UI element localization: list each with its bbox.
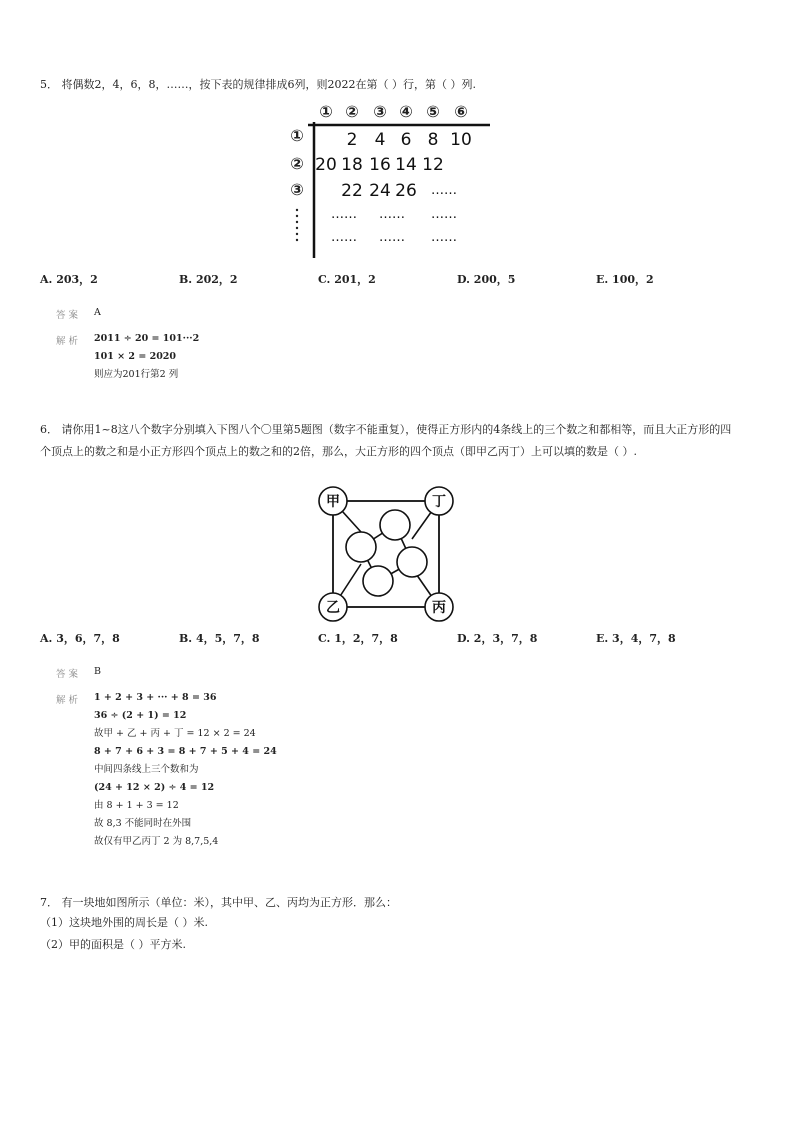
table-cell: …… bbox=[331, 207, 357, 222]
table-cell: …… bbox=[379, 230, 405, 245]
vertex-label-yi: 乙 bbox=[326, 600, 340, 616]
col-header: ③ bbox=[373, 102, 387, 121]
col-header: ⑥ bbox=[454, 102, 468, 121]
solution-line: 101 × 2 = 2020 bbox=[94, 351, 177, 362]
col-header: ⑤ bbox=[426, 102, 440, 121]
inner-circle bbox=[363, 566, 393, 596]
q6-solution-tag: 解析 bbox=[56, 695, 82, 706]
vertical-dots bbox=[296, 209, 298, 241]
q5-option-d[interactable]: D. 200，5 bbox=[457, 273, 516, 286]
q5-solution-tag: 解析 bbox=[56, 336, 82, 347]
q5-option-e[interactable]: E. 100，2 bbox=[596, 273, 654, 286]
q5-option-b[interactable]: B. 202，2 bbox=[179, 273, 238, 286]
vertex-label-ding: 丁 bbox=[432, 494, 446, 510]
q5-option-c[interactable]: C. 201，2 bbox=[318, 273, 376, 286]
table-cell: 16 bbox=[369, 155, 391, 175]
q7-sub2: （2）甲的面积是（ ）平方米. bbox=[40, 938, 186, 951]
table-cell: 14 bbox=[395, 155, 417, 175]
q6-option-b[interactable]: B. 4，5，7，8 bbox=[179, 632, 260, 645]
solution-line: 故 8,3 不能同时在外围 bbox=[94, 818, 192, 829]
solution-line: 1 + 2 + 3 + ··· + 8 = 36 bbox=[94, 692, 217, 703]
col-header: ① bbox=[319, 102, 333, 121]
table-cell: 12 bbox=[422, 155, 444, 175]
inner-circle bbox=[397, 547, 427, 577]
q5-answer-tag: 答案 bbox=[56, 310, 82, 321]
q6-answer-tag: 答案 bbox=[56, 669, 82, 680]
q6-square-figure bbox=[312, 484, 462, 624]
col-header: ④ bbox=[399, 102, 413, 121]
vertex-label-bing: 丙 bbox=[432, 600, 446, 616]
q5-answer: A bbox=[94, 307, 101, 318]
solution-line: 中间四条线上三个数和为 bbox=[94, 764, 199, 775]
q5-solution bbox=[94, 330, 199, 384]
inner-circle bbox=[346, 532, 376, 562]
table-cell: 20 bbox=[315, 155, 337, 175]
solution-line: 故仅有甲乙丙丁 2 为 8,7,5,4 bbox=[94, 836, 219, 847]
table-cell: 6 bbox=[400, 130, 412, 150]
col-header: ② bbox=[345, 102, 359, 121]
q5-option-a[interactable]: A. 203，2 bbox=[40, 273, 98, 286]
table-cell: …… bbox=[331, 230, 357, 245]
q5-text: 5． 将偶数2，4，6，8，……，按下表的规律排成6列，则2022在第（ ）行，第（ ）列. bbox=[40, 78, 476, 91]
solution-line: 8 + 7 + 6 + 3 = 8 + 7 + 5 + 4 = 24 bbox=[94, 746, 277, 757]
table-cell: 26 bbox=[395, 181, 417, 201]
table-cell: 22 bbox=[341, 181, 363, 201]
solution-line: (24 + 12 × 2) ÷ 4 = 12 bbox=[94, 782, 215, 793]
table-cell: 24 bbox=[369, 181, 391, 201]
q6-text: 6． 请你用1~8这八个数字分别填入下图八个〇里第5题图（数字不能重复），使得正方形内的4条线上的三个数之和都相等，而且大正方形的四个顶点上的数之和是小正方形四个顶点上的数之和的2倍，那么，大正方形的四个顶点（即甲乙丙丁）上可以填的数是（ ）. bbox=[40, 423, 732, 458]
solution-line: 由 8 + 1 + 3 = 12 bbox=[94, 800, 179, 811]
table-cell: …… bbox=[379, 207, 405, 222]
q7-sub1: （1）这块地外围的周长是（ ）米. bbox=[40, 916, 208, 929]
q6-answer: B bbox=[94, 666, 101, 677]
row-header: ③ bbox=[290, 180, 304, 199]
solution-line: 则应为201行第2 列 bbox=[94, 369, 179, 380]
q6-option-c[interactable]: C. 1，2，7，8 bbox=[318, 632, 398, 645]
table-cell: 2 bbox=[346, 130, 358, 150]
table-cell: 10 bbox=[450, 130, 472, 150]
q6-option-d[interactable]: D. 2，3，7，8 bbox=[457, 632, 538, 645]
table-cell: 18 bbox=[341, 155, 363, 175]
q6-option-a[interactable]: A. 3，6，7，8 bbox=[40, 632, 120, 645]
q6-option-e[interactable]: E. 3，4，7，8 bbox=[596, 632, 676, 645]
table-cell: …… bbox=[431, 230, 457, 245]
solution-line: 2011 ÷ 20 = 101···2 bbox=[94, 333, 200, 344]
solution-line: 36 ÷ (2 + 1) = 12 bbox=[94, 710, 187, 721]
q5-number-table bbox=[280, 98, 490, 260]
solution-line: 故甲 + 乙 + 丙 + 丁 = 12 × 2 = 24 bbox=[94, 728, 256, 739]
row-header: ① bbox=[290, 126, 304, 145]
q6-solution bbox=[94, 689, 277, 851]
table-cell: 4 bbox=[374, 130, 386, 150]
inner-circle bbox=[380, 510, 410, 540]
row-header: ② bbox=[290, 154, 304, 173]
table-cell: …… bbox=[431, 183, 457, 198]
vertex-label-jia: 甲 bbox=[326, 494, 340, 510]
table-cell: 8 bbox=[427, 130, 439, 150]
q7-text: 7． 有一块地如图所示（单位：米），其中甲、乙、丙均为正方形．那么： bbox=[40, 896, 397, 909]
table-cell: …… bbox=[431, 207, 457, 222]
